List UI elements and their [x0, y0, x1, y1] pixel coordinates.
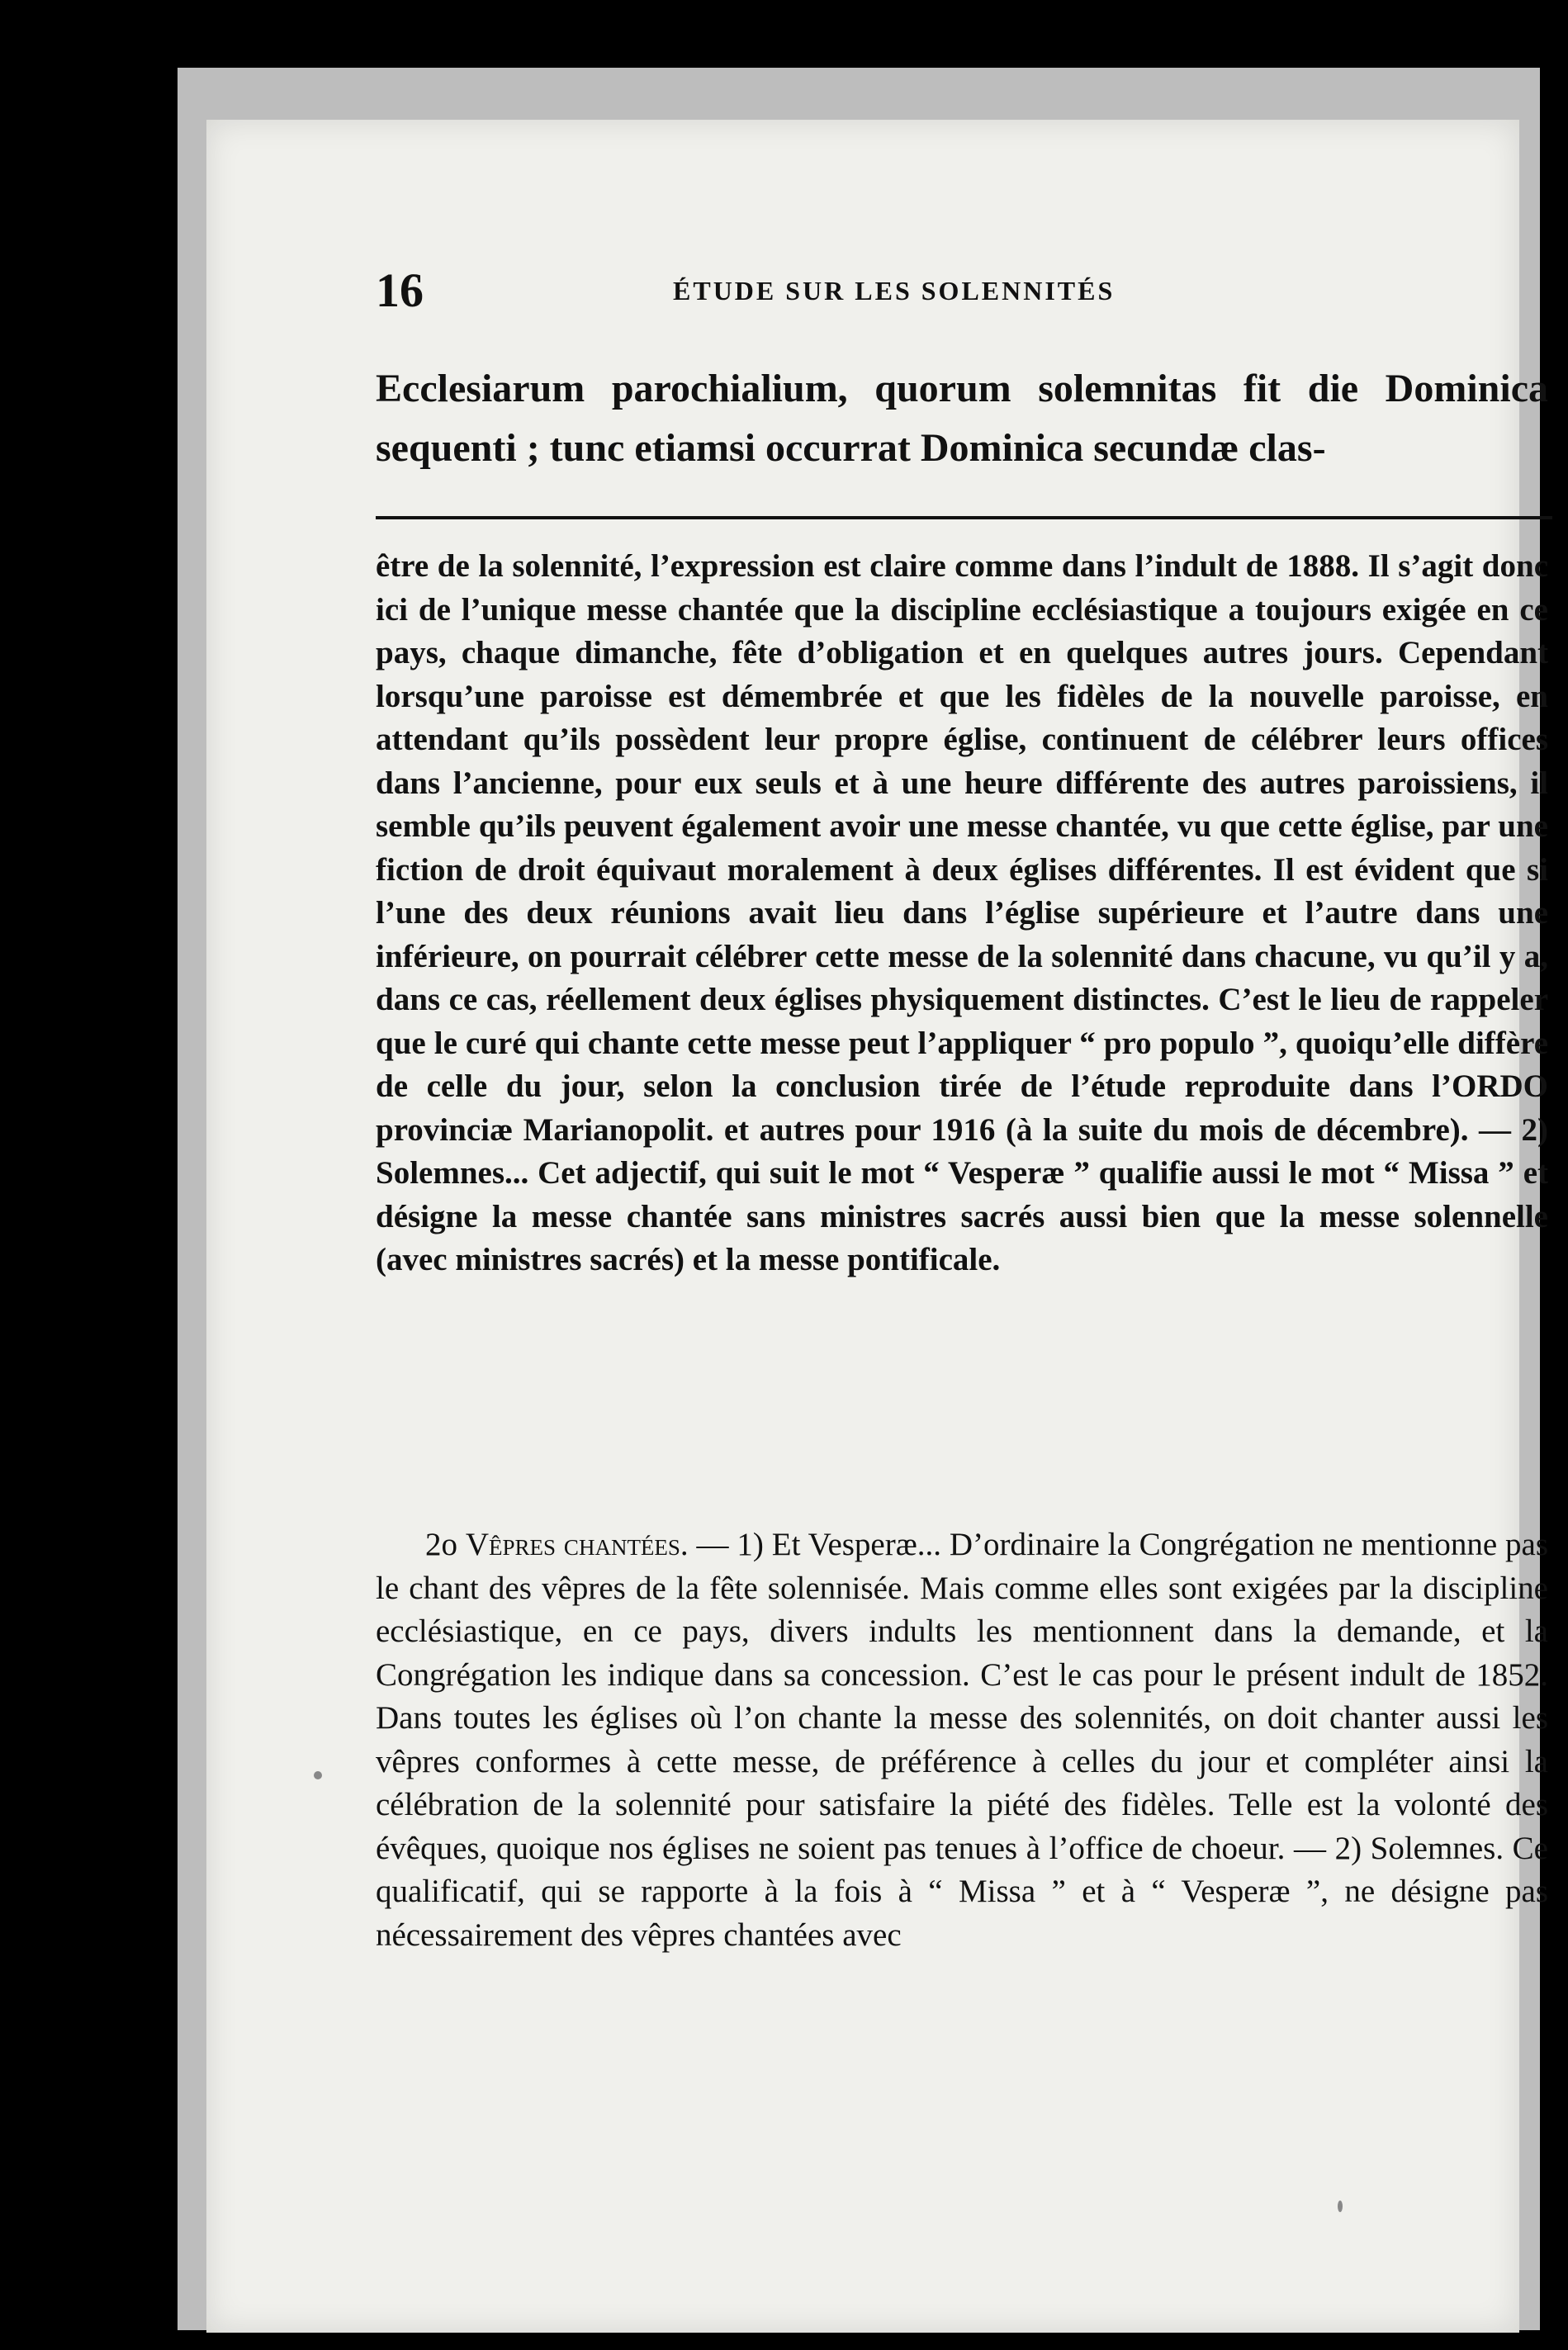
paragraph-2 — [376, 1523, 1548, 1957]
paragraph-1: être de la solennité, l’expression est claire comme dans l’indult de 1888. Il s’agit donc ici de l’unique messe chantée que la discipline ecclésiastique a toujours exigée en ce pays, chaque dimanche, fête d’obligation et en quelques autres jours. Cependant lorsqu’une paroisse est démembrée et que les fidèles de la nouvelle paroisse, en attendant qu’ils possèdent leur propre église, continuent de célébrer leurs offices dans l’ancienne, pour eux seuls et à une heure différente des autres paroissiens, il semble qu’ils peuvent également avoir une messe chantée, vu que cette église, par une fiction de droit équivaut moralement à deux églises différentes. Il est évident que si l’une des deux réunions avait lieu dans l’église supérieure et l’autre dans une inférieure, on pourrait célébrer cette messe de la solennité dans chacune, vu qu’il y a, dans ce cas, réellement deux églises physiquement distinctes. C’est le lieu de rappeler que le curé qui chante cette messe peut l’appliquer “ pro populo ”, quoiqu’elle diffère de celle du jour, selon la conclusion tirée de l’étude reproduite dans l’ORDO provinciæ Marianopolit. et autres pour 1916 (à la suite du mois de décembre). — 2) Solemnes... Cet adjectif, qui suit le mot “ Vesperæ ” qualifie aussi le mot “ Missa ” et désigne la messe chantée sans ministres sacrés aussi bien que la messe solennelle (avec ministres sacrés) et la messe pontificale. — [376, 548, 1548, 1277]
running-title: ÉTUDE SUR LES SOLENNITÉS — [673, 276, 1116, 306]
scan-speck — [314, 1771, 322, 1779]
scan-speck — [1338, 2201, 1343, 2212]
page-number: 16 — [376, 263, 424, 317]
book-page — [206, 120, 1548, 2333]
section-heading-vepres: Vêpres chantées. — [465, 1527, 689, 1562]
footnote-separator-rule — [376, 516, 1552, 519]
paragraph-2-lead: 2o — [425, 1527, 457, 1562]
latin-quotation: Ecclesiarum parochialium, quorum solemnitas fit die Dominica sequenti ; tunc etiamsi occurrat Dominica secundæ clas- — [376, 367, 1548, 470]
page-header — [376, 262, 1499, 320]
paragraph-2-text: — 1) Et Vesperæ... D’ordinaire la Congrégation ne mentionne pas le chant des vêpres de la fête solennisée. Mais comme elles sont exigées par la discipline ecclésiastique, en ce pays, divers indults les mentionnent dans la demande, et la Congrégation les indique dans sa concession. C’est le cas pour le présent indult de 1852. Dans toutes les églises où l’on chante la messe des solennités, on doit chanter aussi les vêpres conformes à cette messe, de préférence à celles du jour et compléter ainsi la célébration de la solennité pour satisfaire la piété des fidèles. Telle est la volonté des évêques, quoique nos églises ne soient pas tenues à l’office de choeur. — 2) Solemnes. Ce qualificatif, qui se rapporte à la fois à “ Missa ” et à “ Vesperæ ”, ne désigne pas nécessairement des vêpres chantées avec — [376, 1527, 1548, 1953]
